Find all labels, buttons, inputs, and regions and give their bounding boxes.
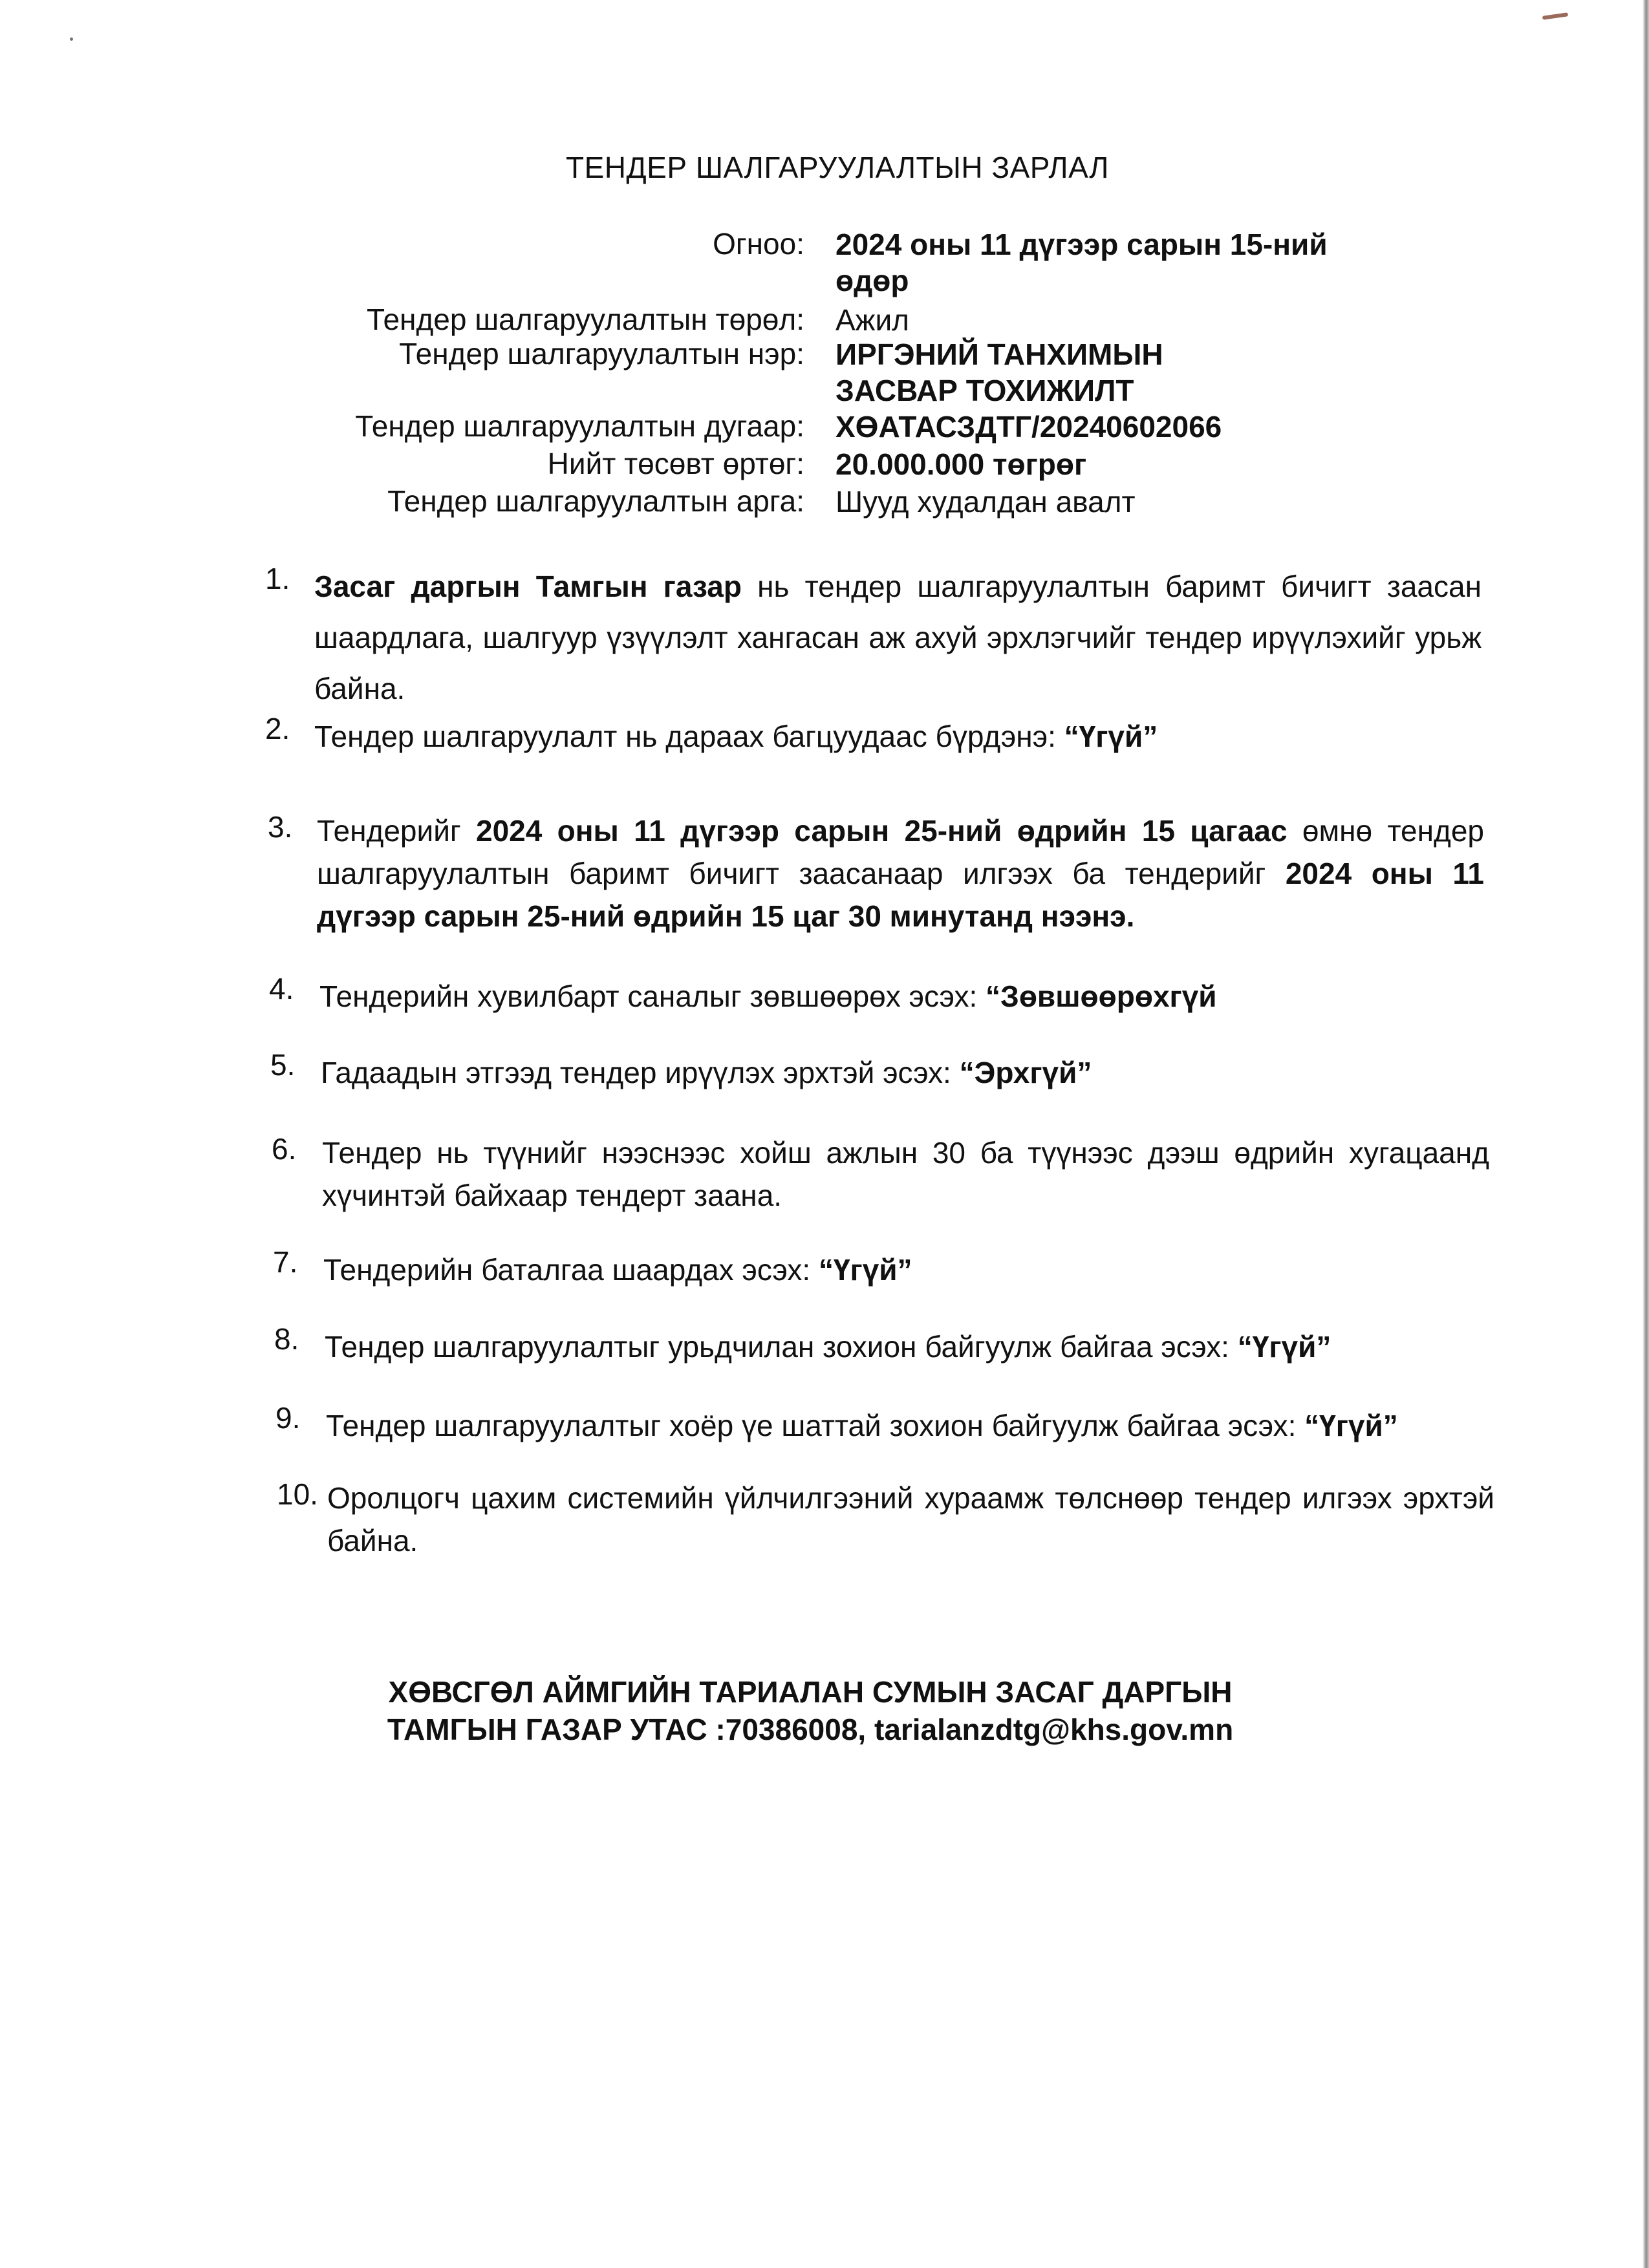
footer-organization: ХӨВСГӨЛ АЙМГИЙН ТАРИАЛАН СУМЫН ЗАСАГ ДАРГЫН — [388, 1675, 1233, 1709]
document-title: ТЕНДЕР ШАЛГАРУУЛАЛТЫН ЗАРЛАЛ — [566, 151, 1109, 184]
info-label: Тендер шалгаруулалтын дугаар: — [355, 409, 804, 443]
info-label: Тендер шалгаруулалтын төрөл: — [366, 303, 804, 336]
item-text — [314, 711, 1482, 762]
item-text — [321, 1047, 1488, 1098]
item-text-body: Оролцогч цахим системийн үйлчилгээний хураамж төлснөөр тендер илгээх эрхтэй байна. — [327, 1481, 1494, 1557]
info-row-number — [0, 409, 1649, 447]
info-value: ХӨАТАСЗДТГ/20240602066 — [835, 410, 1222, 444]
info-value: 2024 оны 11 дүгээр сарын 15-ний өдөр — [835, 228, 1328, 297]
info-row-date — [0, 226, 1649, 297]
info-label: Тендер шалгаруулалтын арга: — [387, 484, 804, 518]
item-text — [327, 1477, 1494, 1562]
item-bold-lead: Засаг даргын Тамгын газар — [314, 570, 742, 603]
info-label: Нийт төсөвт өртөг: — [547, 447, 804, 480]
item-text — [325, 1321, 1492, 1373]
item-bold-tail: “Үгүй” — [1304, 1409, 1398, 1442]
item-bold-tail: “Эрхгүй” — [959, 1056, 1092, 1089]
item-bold-tail: “Үгүй” — [818, 1253, 912, 1287]
item-text — [323, 1245, 1491, 1296]
item-text-body: Тендер шалгаруулалтыг урьдчилан зохион байгуулж байгаа эсэх: — [325, 1330, 1238, 1364]
item-number: 3. — [268, 810, 293, 844]
item-text — [314, 561, 1482, 714]
info-row-budget — [0, 446, 1649, 485]
item-number: 2. — [265, 712, 290, 745]
item-bold-a: 2024 оны 11 дүгээр сарын 25-ний өдрийн 15 цагаас — [476, 814, 1288, 848]
item-text-b: өмнө тендер шалгаруулалтын баримт бичигт заасанаар илгээх ба тендерийг — [317, 814, 1484, 890]
item-text-a: Тендерийг — [317, 814, 477, 848]
scan-mark — [1542, 12, 1568, 20]
item-number: 4. — [269, 972, 294, 1005]
item-bold-tail: “Үгүй” — [1237, 1330, 1331, 1364]
item-number: 6. — [272, 1132, 297, 1166]
info-row-type — [0, 302, 1649, 341]
item-text-body: Тендерийн хувилбарт саналыг зөвшөөрөх эсэх: — [319, 979, 986, 1013]
item-text — [326, 1400, 1493, 1451]
item-number: 10. — [277, 1477, 318, 1511]
info-label: Тендер шалгаруулалтын нэр: — [399, 337, 804, 370]
item-text — [319, 971, 1487, 1022]
info-value: 20.000.000 төгрөг — [835, 447, 1087, 481]
item-number: 8. — [274, 1322, 299, 1356]
item-text-body: Тендер шалгаруулалт нь дараах багцуудаас бүрдэнэ: — [314, 720, 1064, 753]
info-value: Шууд худалдан авалт — [835, 485, 1136, 519]
info-value: ИРГЭНИЙ ТАНХИМЫН ЗАСВАР ТОХИЖИЛТ — [835, 337, 1163, 407]
item-text-body: Тендер нь түүнийг нээснээс хойш ажлын 30 ба түүнээс дээш өдрийн хугацаанд хүчинтэй байхаар тендерт заана. — [322, 1136, 1489, 1212]
item-text-body: Тендерийн баталгаа шаардах эсэх: — [323, 1253, 819, 1287]
info-row-name — [0, 336, 1649, 407]
info-value: Ажил — [835, 303, 909, 337]
item-text — [317, 809, 1484, 937]
item-text-body: Гадаадын этгээд тендер ирүүлэх эрхтэй эсэх: — [321, 1056, 960, 1089]
item-bold-tail: “Үгүй” — [1064, 720, 1158, 753]
item-number: 9. — [275, 1401, 301, 1435]
item-number: 1. — [265, 562, 290, 595]
item-text — [322, 1131, 1489, 1217]
scan-speck — [70, 37, 73, 41]
item-bold-tail: “Зөвшөөрөхгүй — [986, 979, 1217, 1013]
item-text-body: нь тендер шалгаруулалтын баримт бичигт заасан шаардлага, шалгуур үзүүлэлт хангасан аж ахуй эрхлэгчийг тендер ирүүлэхийг урьж байна. — [314, 570, 1482, 705]
item-text-body: Тендер шалгаруулалтыг хоёр үе шаттай зохион байгуулж байгаа эсэх: — [326, 1409, 1305, 1442]
item-bold-b: 2024 оны 11 дүгээр сарын 25-ний өдрийн 15 цаг 30 минутанд нээнэ. — [317, 857, 1484, 933]
info-label: Огноо: — [713, 227, 804, 261]
footer-contact: ТАМГЫН ГАЗАР УТАС :70386008, tarialanzdtg@khs.gov.mn — [387, 1713, 1234, 1746]
item-number: 7. — [273, 1245, 298, 1279]
info-row-method — [0, 484, 1649, 522]
item-number: 5. — [270, 1048, 296, 1082]
